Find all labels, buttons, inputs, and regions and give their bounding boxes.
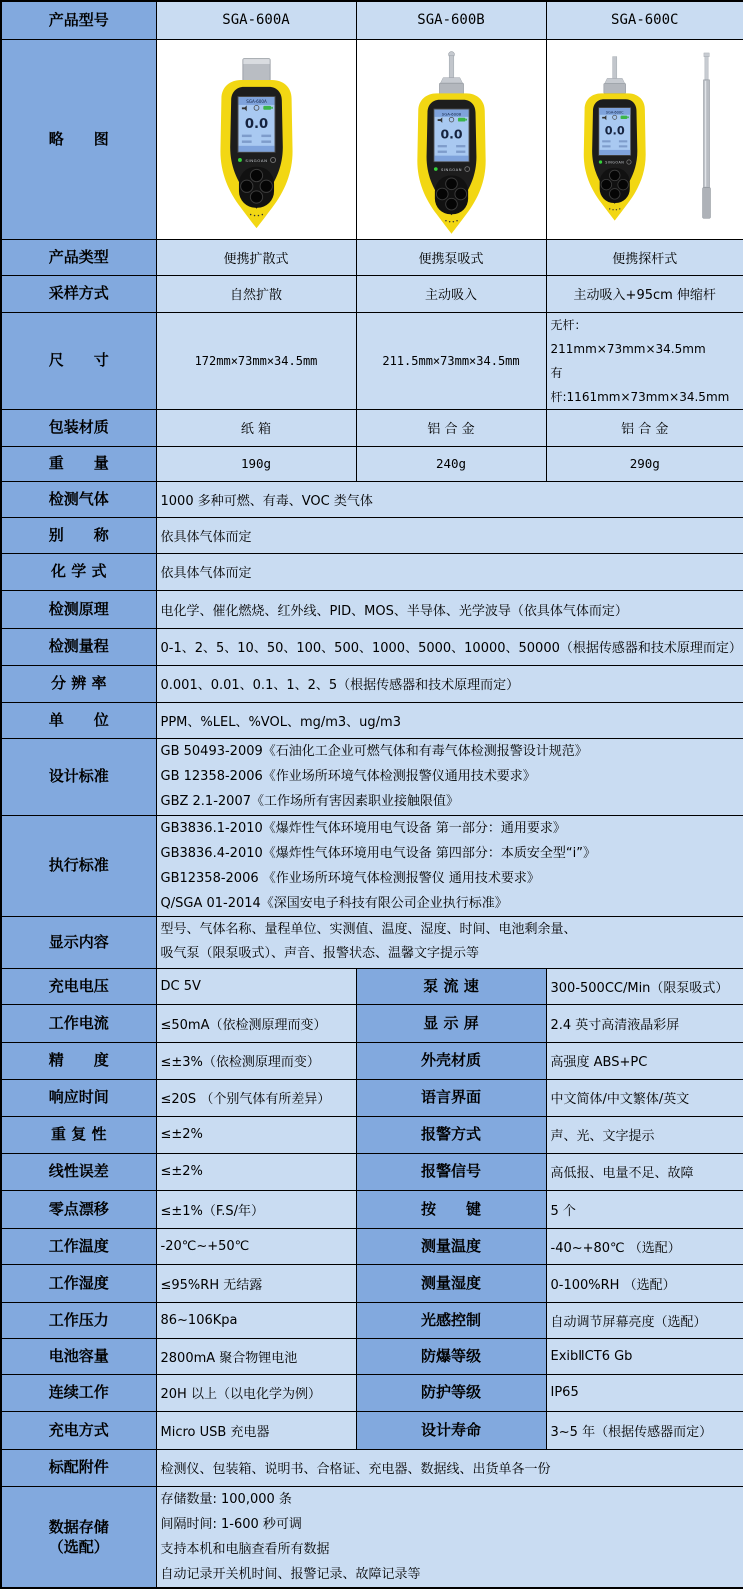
row-value: 211.5mm×73mm×34.5mm bbox=[356, 312, 546, 409]
label-line: （选配） bbox=[48, 1537, 109, 1556]
standard-line: GB 12358-2006《作业场所环境气体检测报警仪通用技术要求》 bbox=[160, 769, 536, 784]
row-value: 便携探杆式 bbox=[546, 239, 743, 275]
device-screen-title: SGA-600C bbox=[605, 109, 624, 114]
device-screen-reading: 0.0 bbox=[244, 116, 268, 132]
spec-row-pair bbox=[1, 1042, 743, 1079]
row-value: ≤±2% bbox=[156, 1153, 356, 1190]
row-value: 主动吸入 bbox=[356, 275, 546, 312]
device-image-cell-a bbox=[156, 39, 356, 239]
row-label: 测量湿度 bbox=[356, 1264, 546, 1302]
row-label: 防护等级 bbox=[356, 1374, 546, 1411]
row-label: 重 量 bbox=[1, 446, 156, 481]
brand-label: SINGOAN bbox=[604, 160, 624, 165]
spec-row-pair bbox=[1, 1264, 743, 1302]
spec-row-packaging bbox=[1, 409, 743, 446]
row-value: ≤50mA（依检测原理而变） bbox=[156, 1004, 356, 1042]
row-value: 高强度 ABS+PC bbox=[546, 1042, 743, 1079]
header-row bbox=[1, 1, 743, 39]
row-label: 化 学 式 bbox=[1, 553, 156, 590]
row-label: 连续工作 bbox=[1, 1374, 156, 1411]
row-value: ≤95%RH 无结露 bbox=[156, 1264, 356, 1302]
row-value: 自动调节屏幕亮度（选配） bbox=[546, 1302, 743, 1338]
row-value: 依具体气体而定 bbox=[156, 553, 743, 590]
storage-line: 间隔时间: 1-600 秒可调 bbox=[160, 1516, 302, 1532]
device-image-sga-600a bbox=[161, 41, 352, 238]
row-value: 290g bbox=[546, 446, 743, 481]
brand-label: SINGOAN bbox=[244, 157, 268, 163]
row-label: 检测量程 bbox=[1, 628, 156, 665]
spec-row-display-content bbox=[1, 916, 743, 968]
row-label: 光感控制 bbox=[356, 1302, 546, 1338]
telescopic-rod-icon bbox=[702, 52, 710, 217]
standard-line: GB 50493-2009《石油化工企业可燃气体和有毒气体检测报警设计规范》 bbox=[160, 744, 588, 759]
row-value: 自然扩散 bbox=[156, 275, 356, 312]
device-image-sga-600b bbox=[361, 41, 542, 238]
spec-row-accessories bbox=[1, 1449, 743, 1486]
probe-icon bbox=[603, 56, 625, 93]
row-value: ≤20S （个别气体有所差异） bbox=[156, 1079, 356, 1116]
row-value: 中文简体/中文繁体/英文 bbox=[546, 1079, 743, 1116]
spec-row-pair bbox=[1, 1411, 743, 1449]
row-value: 1000 多种可燃、有毒、VOC 类气体 bbox=[156, 481, 743, 517]
spec-row-pair bbox=[1, 1302, 743, 1338]
standard-line: GBZ 2.1-2007《工作场所有害因素职业接触限值》 bbox=[160, 794, 459, 809]
row-label: 工作温度 bbox=[1, 1228, 156, 1264]
row-value: 电化学、催化燃烧、红外线、PID、MOS、半导体、光学波导（依具体气体而定） bbox=[156, 590, 743, 628]
model-cell-c: SGA-600C bbox=[546, 1, 743, 39]
spec-row-pair bbox=[1, 968, 743, 1004]
row-value: 190g bbox=[156, 446, 356, 481]
row-value: 20H 以上（以电化学为例） bbox=[156, 1374, 356, 1411]
spec-row-pair bbox=[1, 1190, 743, 1228]
model-cell-a: SGA-600A bbox=[156, 1, 356, 39]
row-label: 响应时间 bbox=[1, 1079, 156, 1116]
dimension-line: 无杆：211mm×73mm×34.5mm bbox=[550, 317, 706, 356]
row-label: 工作电流 bbox=[1, 1004, 156, 1042]
device-image-sga-600c bbox=[551, 41, 740, 238]
row-value: 86~106Kpa bbox=[156, 1302, 356, 1338]
spec-row-data-storage bbox=[1, 1486, 743, 1588]
row-value: 声、光、文字提示 bbox=[546, 1116, 743, 1153]
spec-row-pair bbox=[1, 1374, 743, 1411]
row-label: 显 示 屏 bbox=[356, 1004, 546, 1042]
sensor-cap-icon bbox=[242, 58, 269, 80]
row-value: 5 个 bbox=[546, 1190, 743, 1228]
row-label: 检测气体 bbox=[1, 481, 156, 517]
spec-row-pair bbox=[1, 1079, 743, 1116]
label-line: 数据存储 bbox=[48, 1517, 109, 1536]
row-label: 报警信号 bbox=[356, 1153, 546, 1190]
spec-row-pair bbox=[1, 1338, 743, 1374]
row-value: 240g bbox=[356, 446, 546, 481]
row-label: 报警方式 bbox=[356, 1116, 546, 1153]
row-value: -20℃~+50℃ bbox=[156, 1228, 356, 1264]
row-value: 铝 合 金 bbox=[356, 409, 546, 446]
row-value: 2.4 英寸高清液晶彩屏 bbox=[546, 1004, 743, 1042]
row-value bbox=[156, 1486, 743, 1588]
spec-row-range bbox=[1, 628, 743, 665]
row-label: 防爆等级 bbox=[356, 1338, 546, 1374]
spec-row-pair bbox=[1, 1153, 743, 1190]
row-label: 工作湿度 bbox=[1, 1264, 156, 1302]
content-line: 型号、气体名称、量程单位、实测值、温度、湿度、时间、电池剩余量、 bbox=[160, 922, 577, 937]
spec-row-unit bbox=[1, 702, 743, 738]
spec-row-design-standard bbox=[1, 738, 743, 815]
row-label: 外壳材质 bbox=[356, 1042, 546, 1079]
dimension-line: 有杆:1161mm×73mm×34.5mm bbox=[550, 365, 730, 404]
sketch-label: 略 图 bbox=[1, 39, 156, 239]
row-label: 充电电压 bbox=[1, 968, 156, 1004]
storage-line: 存储数量: 100,000 条 bbox=[160, 1491, 292, 1507]
row-value: 纸 箱 bbox=[156, 409, 356, 446]
model-cell-b: SGA-600B bbox=[356, 1, 546, 39]
row-label: 尺 寸 bbox=[1, 312, 156, 409]
spec-row-resolution bbox=[1, 665, 743, 702]
spec-row-pair bbox=[1, 1228, 743, 1264]
row-label: 检测原理 bbox=[1, 590, 156, 628]
row-value bbox=[546, 312, 743, 409]
device-screen-title: SGA-600B bbox=[441, 110, 461, 116]
row-value: 铝 合 金 bbox=[546, 409, 743, 446]
row-label: 充电方式 bbox=[1, 1411, 156, 1449]
standard-line: GB3836.4-2010《爆炸性气体环境用电气设备 第四部分：本质安全型“i”》 bbox=[160, 845, 596, 861]
row-label: 零点漂移 bbox=[1, 1190, 156, 1228]
spec-row-gases bbox=[1, 481, 743, 517]
row-label: 线性误差 bbox=[1, 1153, 156, 1190]
row-value: ≤±2% bbox=[156, 1116, 356, 1153]
spec-row-weight bbox=[1, 446, 743, 481]
row-label: 产品类型 bbox=[1, 239, 156, 275]
spec-row-alias bbox=[1, 517, 743, 553]
device-screen-title: SGA-600A bbox=[245, 98, 267, 104]
device-screen-reading: 0.0 bbox=[604, 123, 625, 137]
row-label: 精 度 bbox=[1, 1042, 156, 1079]
spec-row-sampling bbox=[1, 275, 743, 312]
row-value: IP65 bbox=[546, 1374, 743, 1411]
row-label: 泵 流 速 bbox=[356, 968, 546, 1004]
device-screen-reading: 0.0 bbox=[439, 126, 463, 142]
row-label: 测量温度 bbox=[356, 1228, 546, 1264]
spec-row-dimensions bbox=[1, 312, 743, 409]
row-label: 标配附件 bbox=[1, 1449, 156, 1486]
standard-line: GB12358-2006 《作业场所环境气体检测报警仪 通用技术要求》 bbox=[160, 870, 540, 886]
row-value: 0-1、2、5、10、50、100、500、1000、5000、10000、50000（根据传感器和技术原理而定） bbox=[156, 628, 743, 665]
row-label: 重 复 性 bbox=[1, 1116, 156, 1153]
spec-row-pair bbox=[1, 1116, 743, 1153]
row-value: 172mm×73mm×34.5mm bbox=[156, 312, 356, 409]
sketch-row bbox=[1, 39, 743, 239]
spec-row-product-type bbox=[1, 239, 743, 275]
spec-row-exec-standard bbox=[1, 815, 743, 916]
row-value: 300-500CC/Min（限泵吸式） bbox=[546, 968, 743, 1004]
row-value: 0.001、0.01、0.1、1、2、5（根据传感器和技术原理而定） bbox=[156, 665, 743, 702]
storage-line: 支持本机和电脑查看所有数据 bbox=[160, 1541, 330, 1557]
row-label: 按 键 bbox=[356, 1190, 546, 1228]
row-value: 高低报、电量不足、故障 bbox=[546, 1153, 743, 1190]
storage-line: 自动记录开关机时间、报警记录、故障记录等 bbox=[160, 1566, 421, 1582]
row-value: 检测仪、包装箱、说明书、合格证、充电器、数据线、出货单各一份 bbox=[156, 1449, 743, 1486]
row-value: 便携扩散式 bbox=[156, 239, 356, 275]
row-value: 2800mA 聚合物锂电池 bbox=[156, 1338, 356, 1374]
row-value: DC 5V bbox=[156, 968, 356, 1004]
row-label: 执行标准 bbox=[1, 815, 156, 916]
row-label bbox=[1, 1486, 156, 1588]
brand-label: SINGOAN bbox=[440, 167, 462, 172]
row-value bbox=[156, 738, 743, 815]
row-label: 显示内容 bbox=[1, 916, 156, 968]
content-line: 吸气泵（限泵吸式）、声音、报警状态、温馨文字提示等 bbox=[160, 946, 480, 961]
row-value: 0-100%RH （选配） bbox=[546, 1264, 743, 1302]
spec-row-pair bbox=[1, 1004, 743, 1042]
row-label: 单 位 bbox=[1, 702, 156, 738]
row-value: 3~5 年（根据传感器而定） bbox=[546, 1411, 743, 1449]
spec-row-formula bbox=[1, 553, 743, 590]
row-value: 主动吸入+95cm 伸缩杆 bbox=[546, 275, 743, 312]
header-label: 产品型号 bbox=[1, 1, 156, 39]
row-label: 包装材质 bbox=[1, 409, 156, 446]
row-value: ≤±1%（F.S/年） bbox=[156, 1190, 356, 1228]
row-label: 别 称 bbox=[1, 517, 156, 553]
row-label: 电池容量 bbox=[1, 1338, 156, 1374]
row-label: 语言界面 bbox=[356, 1079, 546, 1116]
row-label: 设计标准 bbox=[1, 738, 156, 815]
row-value: 便携泵吸式 bbox=[356, 239, 546, 275]
row-label: 设计寿命 bbox=[356, 1411, 546, 1449]
device-image-cell-c bbox=[546, 39, 743, 239]
row-label: 工作压力 bbox=[1, 1302, 156, 1338]
row-value: -40~+80℃ （选配） bbox=[546, 1228, 743, 1264]
row-value: 依具体气体而定 bbox=[156, 517, 743, 553]
probe-icon bbox=[439, 51, 463, 94]
row-label: 分 辨 率 bbox=[1, 665, 156, 702]
spec-row-principle bbox=[1, 590, 743, 628]
row-value bbox=[156, 916, 743, 968]
row-value: Micro USB 充电器 bbox=[156, 1411, 356, 1449]
row-value: ≤±3%（依检测原理而变） bbox=[156, 1042, 356, 1079]
standard-line: GB3836.1-2010《爆炸性气体环境用电气设备 第一部分：通用要求》 bbox=[160, 820, 566, 836]
row-label: 采样方式 bbox=[1, 275, 156, 312]
row-value bbox=[156, 815, 743, 916]
row-value: ExibⅡCT6 Gb bbox=[546, 1338, 743, 1374]
standard-line: Q/SGA 01-2014《深国安电子科技有限公司企业执行标准》 bbox=[160, 895, 508, 911]
device-image-cell-b bbox=[356, 39, 546, 239]
row-value: PPM、%LEL、%VOL、mg/m3、ug/m3 bbox=[156, 702, 743, 738]
